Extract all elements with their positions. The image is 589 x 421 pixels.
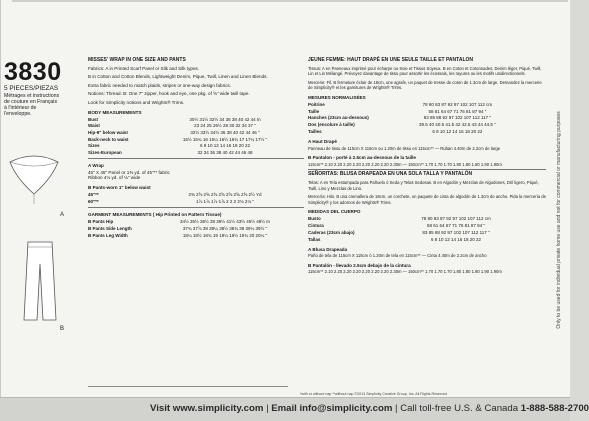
spanish-b-title: B Pantalón - llevado 2.5cm debajo de la cintura: [308, 262, 411, 268]
table-row: 60"** 1⅞ 1⅞ 1⅞ 1⅞ 2 2 2 2⅛ 2⅛ ": [88, 198, 254, 204]
divider: [88, 386, 288, 387]
b-pants-title: B Pants-worn 1" below waist: [88, 185, 151, 191]
french-b-title: B Pantalon - porté à 2.5cm au-dessous de la taille: [308, 155, 416, 161]
french-a-text: Panneau de tissu de 115cm X 115cm ou 1.20m de tissu en 115cm** — Ruban 4.40m de 2.2cm de large: [308, 145, 501, 151]
spanish-a-text: Paño de tela de 115cm X 115cm ó 1.20m de tela en 115cm** — Cinta 4.40m de 2.2cm de ancho: [308, 253, 487, 259]
footer-bar: [0, 397, 589, 421]
language-note: Mètrages et instructions de couture en Français à l'intérieur de l'enveloppe.: [4, 93, 60, 117]
table-row: B Pants Leg Width 18¼ 18½ 18¾ 19 19¼ 19½ 19¾ 20 20¼ ": [88, 232, 268, 238]
spanish-fabrics: Telas: A en Tela estampada para Pañuelo ó Seda y Telas Sedosas. B en Algodón y Mezclas de Algodones, Dril ligero, Piqué, Twill, Lino y Mezclas de Lino.: [308, 179, 539, 191]
french-fabrics: Tissus: A en Panneaux imprimé pour écharpe ou Soie et Tissus Soyeux. B en Coton et Cotonnades, Denim léger, Piqué, Twill, Lin et Lin Mélangé. Prévoyez davantage de tissu pour assortir les écossais, les rayures ou les motifs unidirectionnels.: [308, 65, 542, 77]
divider: [88, 207, 304, 208]
sketch-a-wrap-icon: [4, 148, 64, 210]
footer-sep: |: [266, 403, 269, 414]
spanish-a-title: A Blusa Drapeada: [308, 246, 348, 252]
copyright-line: *with or without nap **without nap ©2013 Simplicity Creative Group, Inc. All Rights Reserved: [300, 392, 447, 396]
table-row: Hanches (23cm au-dessous) 83 85 88 92 97 102 107 112 117 ": [308, 115, 492, 121]
french-measure-title: MESURES NORMALISÉES: [308, 94, 366, 100]
ribbon-text: Ribbon 4⅛ yd. of ⅛" wide: [88, 175, 141, 181]
table-row: B Pants Side Length 37¾ 37⅞ 38 38¼ 38½ 38¾ 39 39¼ 39½ ": [88, 225, 268, 231]
table-row: Tailles 6 8 10 12 14 16 18 20 22: [308, 128, 483, 134]
spanish-b-text: 115cm** 2.10 2.20 2.20 2.20 2.20 2.20 2.20 2.30m — 150cm** 1.70 1.70 1.70 1.80 1.80 1.80 1.90 1.90m: [308, 269, 502, 275]
french-heading: JEUNE FEMME: HAUT DRAPÉ EN UNE SEULE TAILLE ET PANTALON: [308, 57, 474, 63]
table-row: Dos (encolure à taille) 39.5 40 40.5 41.5 42 42.5 43 44 44.5 ": [308, 122, 496, 128]
footer-phone[interactable]: 1-888-588-2700: [520, 403, 589, 414]
table-row: Waist 23 24 25 26½ 28 30 32 34 37 ": [88, 123, 256, 129]
notions-text: Notions: Thread. B: One 7" zipper, hook and eye, one pkg. of ⅝" wide twill tape.: [88, 91, 250, 97]
table-row: Bust 30½ 31½ 32½ 34 36 38 40 42 44 In: [88, 116, 261, 122]
spanish-merceria: Mercería: Hilo. B una cremallera de 18cm, un corchete, un paquete de cinta de algodón de 1.3cm de ancho. Pida la mercería de Simplicity® y los adornos de Wrights® Trims.: [308, 194, 546, 205]
footer-website[interactable]: Visit www.simplicity.com: [150, 403, 264, 414]
table-row: Sizes-European 32 34 36 38 40 42 44 46 48: [88, 150, 253, 156]
left-edge: [0, 0, 1, 420]
french-measurements-table: [308, 102, 546, 135]
footer-sep: |: [395, 403, 398, 414]
notions-note: Look for Simplicity notions and Wrights® Trims.: [88, 99, 185, 105]
table-row: Busto 78 80 83 87 92 97 102 107 112 cm: [308, 216, 491, 222]
footer-email[interactable]: Email info@simplicity.com: [271, 403, 393, 414]
table-row: Tallas 6 8 10 12 14 16 18 20 22: [308, 236, 482, 242]
french-b-text: 115cm** 2.10 2.20 2.20 2.20 2.20 2.20 2.20 2.30m — 150cm** 1.70 1.70 1.70 1.80 1.80 1.80 1.90 1.90m: [308, 161, 502, 167]
view-a-label: A: [60, 212, 65, 218]
garment-measurements-title: GARMENT MEASUREMENTS ( Hip Printed on Pattern Tissue): [88, 212, 222, 218]
table-row: Caderas (23cm abajo) 83 85 88 92 97 102 107 112 117 ": [308, 229, 490, 235]
english-column: [88, 58, 304, 239]
table-row: Back-neck to waist 15½ 15¾ 16 16¼ 16½ 16¾ 17 17¼ 17½ ": [88, 136, 268, 142]
table-row: Poitrine 78 80 83 87 92 97 102 107 112 cm: [308, 102, 493, 108]
table-row: Cintura 58 61 64 67 71 76 81 87 94 ": [308, 223, 485, 229]
footer-call-label: Call toll-free U.S. & Canada: [400, 403, 519, 414]
spanish-measure-title: MEDIDAS DEL CUERPO: [308, 209, 361, 215]
a-wrap-title: A Wrap: [88, 163, 104, 169]
fabrics-text: Fabrics: A in Printed Scarf Panel or Silk and Silk types.: [88, 65, 200, 71]
divider: [88, 158, 304, 159]
b-pants-table: [88, 192, 304, 205]
spanish-heading: SEÑORITAS: BLUSA DRAPEADA EN UNA SOLA TALLA Y PANTALÓN: [308, 171, 473, 178]
top-border: [12, 0, 568, 2]
garment-measurements-table: [88, 219, 304, 239]
body-measurements-title: BODY MEASUREMENTS: [88, 109, 142, 115]
french-a-title: A Haut Drapé: [308, 139, 337, 144]
table-row: Sizes 6 8 10 12 14 16 18 20 22: [88, 143, 251, 149]
pieces-label: 5 PIECES/PIEZAS: [4, 85, 59, 92]
pattern-number: 3830: [4, 58, 62, 86]
view-b-label: B: [60, 326, 65, 332]
side-disclaimer: Only to be used for individual private home use and not for commercial or manufacturing purposes: [556, 111, 562, 329]
sketch-b-pants-icon: [10, 238, 70, 324]
body-measurements-table: [88, 116, 304, 156]
table-row: Taille 58 61 64 67 71 76 81 87 94 ": [308, 108, 487, 114]
a-wrap-fabric: 45" X 45" Panel or 1⅜ yd. of 45"** fabric: [88, 169, 170, 175]
spanish-measurements-table: [308, 216, 546, 243]
english-heading: MISSES' WRAP IN ONE SIZE AND PANTS: [88, 57, 186, 63]
fabrics-b-text: B in Cotton and Cotton Blends, Lightweight Denim, Pique, Twill, Linen and Linen Blends.: [88, 74, 268, 80]
table-row: B Pants Hip 34½ 35½ 36½ 38 39½ 41½ 43½ 45½ 48½ In: [88, 219, 271, 225]
footer-contact: [150, 403, 589, 414]
table-row: Hip-9" below waist 32½ 33½ 34½ 36 38 40 42 44 46 ": [88, 130, 260, 136]
extra-fabric-text: Extra fabric needed to match plaids, stripes or one-way design fabrics.: [88, 82, 231, 88]
french-mercerie: Mercerie: Fil. B fermeture éclair de 18cm, une agrafe, un paquet de tresse de coton de 1.3cm de large. Demandez la mercerie de Simplicity® et les garnitures de Wrights® Trims.: [308, 79, 542, 91]
french-spanish-column: [308, 58, 546, 275]
table-row: 45"** 2⅜ 2⅝ 2⅝ 2⅝ 2⅝ 2⅝ 2⅝ 2⅝ 2½ Yd: [88, 192, 262, 198]
